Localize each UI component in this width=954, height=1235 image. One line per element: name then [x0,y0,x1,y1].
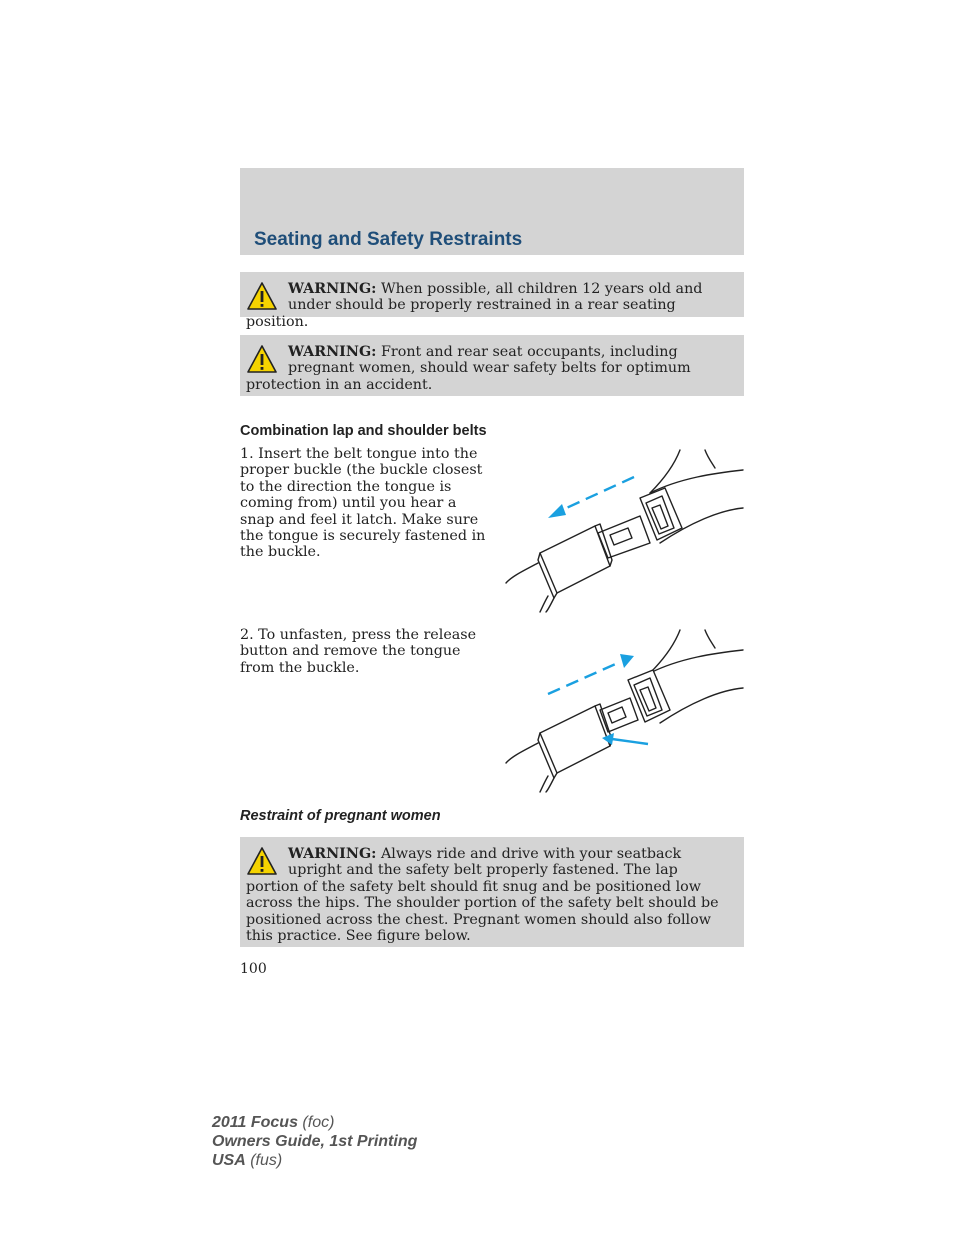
section-header-band [240,168,744,255]
warning-label: WARNING: [288,281,377,297]
belt-insert-illustration [500,448,750,613]
warning-box-children [240,272,744,330]
warning-text: Front and rear seat occupants, including pregnant women, should wear safety belts for optimum protection in an accident. [246,344,691,393]
warning-text: When possible, all children 12 years old and under should be properly restrained in a rear seating position. [246,281,703,330]
footer-line-2: Owners Guide, 1st Printing [212,1133,418,1150]
step-1-text: 1. Insert the belt tongue into the proper buckle (the buckle closest to the direction the tongue is coming from) until you hear a snap and feel it latch. Make sure the tongue is securely fastened in the buckle. [240,446,486,561]
warning-label: WARNING: [288,846,377,862]
subheading-pregnant-women: Restraint of pregnant women [240,808,441,824]
belt-release-illustration [500,628,750,793]
warning-text: Always ride and drive with your seatback upright and the safety belt properly fastened. The lap portion of the safety belt should fit snug and be positioned low across the hips. The shoulder portion of the safety belt should be positioned across the chest. Pregnant women should also follow this practice. See figure below. [246,846,719,945]
footer-line-1: 2011 Focus (foc) [212,1114,335,1131]
warning-box-pregnant [240,837,744,947]
section-title: Seating and Safety Restraints [254,229,523,250]
page-number: 100 [240,961,267,977]
warning-box-occupants [240,335,744,396]
document-footer [212,1113,417,1170]
footer-line-3: USA (fus) [212,1152,283,1169]
warning-triangle-icon [246,281,278,311]
warning-triangle-icon [246,344,278,374]
subheading-combination-belts: Combination lap and shoulder belts [240,423,487,439]
step-2-text: 2. To unfasten, press the release button and remove the tongue from the buckle. [240,627,477,676]
warning-triangle-icon [246,846,278,876]
warning-label: WARNING: [288,344,377,360]
